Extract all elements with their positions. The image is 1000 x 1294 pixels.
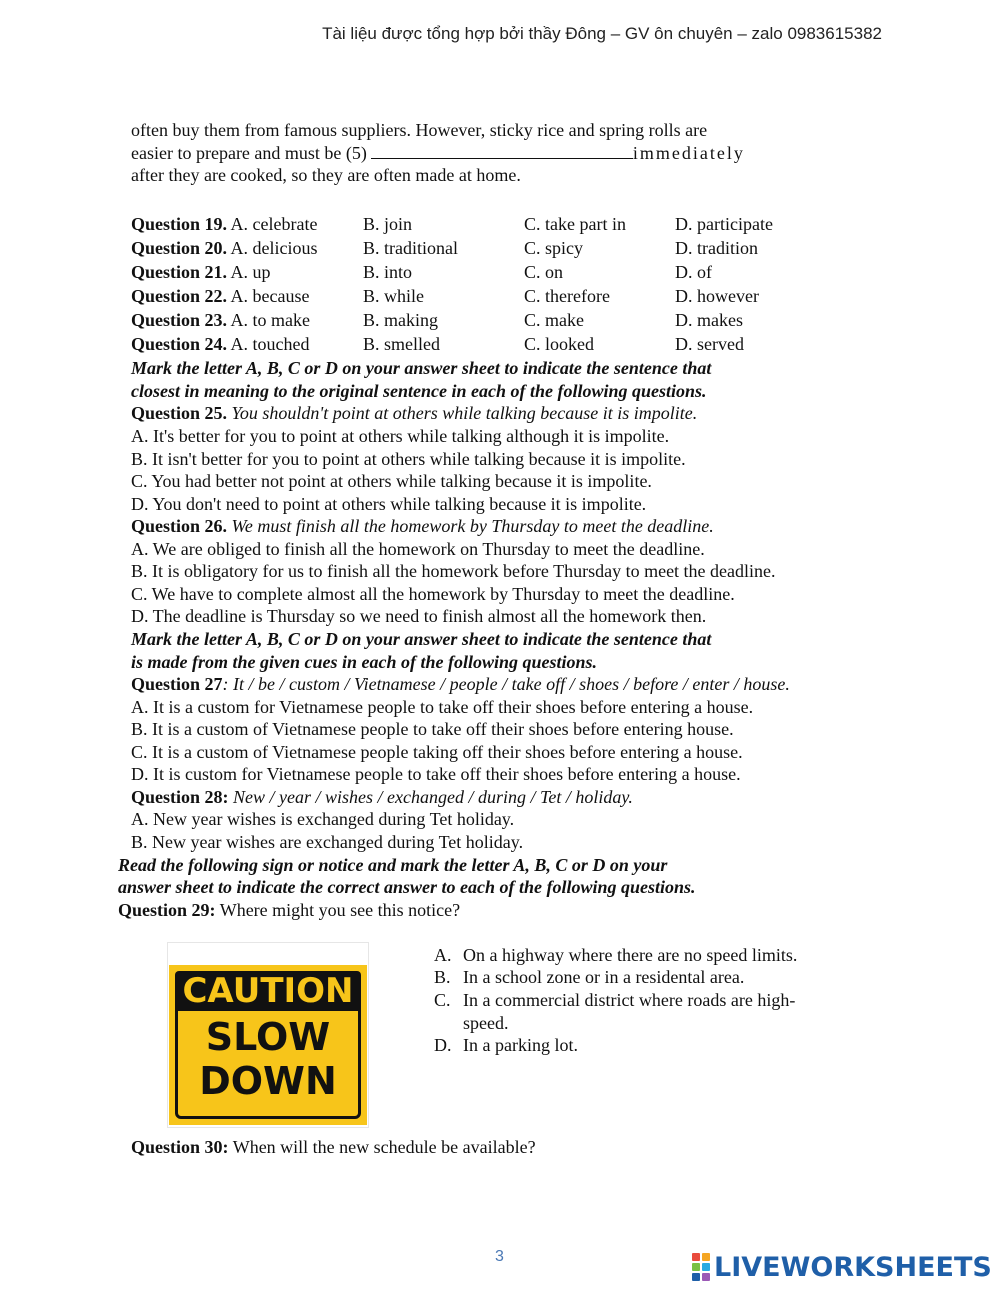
option-d[interactable]: D. however <box>675 286 759 306</box>
option-letter: C. <box>434 990 451 1010</box>
question-label: Question 28: <box>131 787 229 807</box>
option-c[interactable]: C. take part in <box>524 214 626 234</box>
question-26 <box>131 515 714 537</box>
question-label: Question 22. <box>131 286 228 306</box>
option-d[interactable]: D. tradition <box>675 238 758 258</box>
question-stem: New / year / wishes / exchanged / during / Tet / holiday. <box>233 787 633 807</box>
answer-option[interactable] <box>434 944 797 966</box>
question-label: Question 23. <box>131 310 228 330</box>
answer-option[interactable] <box>434 989 795 1011</box>
sign-caution-text: CAUTION <box>175 971 361 1011</box>
page-header: Tài liệu được tổng hợp bởi thầy Đông – GV ôn chuyên – zalo 0983615382 <box>322 24 882 43</box>
answer-option[interactable]: C. We have to complete almost all the homework by Thursday to meet the deadline. <box>131 584 735 604</box>
answer-option[interactable]: B. It isn't better for you to point at others while talking because it is impolite. <box>131 449 686 469</box>
passage-text: easier to prepare and must be (5) <box>131 143 367 163</box>
option-c[interactable]: C. looked <box>524 334 594 354</box>
question-label: Question 19. <box>131 214 228 234</box>
mc-question-label-and-a <box>131 285 310 307</box>
option-text: In a school zone or in a residental area. <box>463 967 745 987</box>
option-b[interactable]: B. making <box>363 310 438 330</box>
question-stem: When will the new schedule be available? <box>232 1137 536 1157</box>
question-label: Question 24. <box>131 334 228 354</box>
instruction-text: closest in meaning to the original sentence in each of the following questions. <box>131 381 707 401</box>
question-label: Question 25. <box>131 403 228 423</box>
answer-option[interactable]: B. New year wishes are exchanged during Tet holiday. <box>131 832 524 852</box>
option-b[interactable]: B. smelled <box>363 334 440 354</box>
question-label: Question 30: <box>131 1137 229 1157</box>
answer-option[interactable]: C. It is a custom of Vietnamese people taking off their shoes before entering a house. <box>131 742 743 762</box>
passage-text: immediately <box>632 143 745 163</box>
passage-line: after they are cooked, so they are often made at home. <box>131 165 521 185</box>
instruction-text: Read the following sign or notice and mark the letter A, B, C or D on your <box>118 855 668 875</box>
caution-sign-image <box>167 942 369 1128</box>
answer-option[interactable]: B. It is a custom of Vietnamese people to take off their shoes before entering house. <box>131 719 734 739</box>
liveworksheets-logo[interactable] <box>692 1251 992 1283</box>
instruction-text: Mark the letter A, B, C or D on your answer sheet to indicate the sentence that <box>131 358 712 378</box>
question-25 <box>131 402 697 424</box>
question-29 <box>118 899 460 921</box>
answer-option[interactable]: D. The deadline is Thursday so we need to finish almost all the homework then. <box>131 606 707 626</box>
question-label: Question 29: <box>118 900 216 920</box>
option-d[interactable]: D. makes <box>675 310 743 330</box>
mc-question-label-and-a <box>131 213 317 235</box>
option-a[interactable]: A. touched <box>230 334 310 354</box>
option-text: On a highway where there are no speed limits. <box>463 945 798 965</box>
answer-option[interactable]: A. It is a custom for Vietnamese people to take off their shoes before entering a house. <box>131 697 754 717</box>
mc-question-label-and-a <box>131 309 310 331</box>
answer-option[interactable]: A. We are obliged to finish all the homework on Thursday to meet the deadline. <box>131 539 705 559</box>
sign-down-text: DOWN <box>199 1059 337 1103</box>
option-a[interactable]: A. delicious <box>230 238 318 258</box>
answer-option[interactable]: D. It is custom for Vietnamese people to take off their shoes before entering a house. <box>131 764 741 784</box>
option-b[interactable]: B. into <box>363 262 413 282</box>
instruction-text: answer sheet to indicate the correct answer to each of the following questions. <box>118 877 696 897</box>
question-stem: You shouldn't point at others while talking because it is impolite. <box>231 403 698 423</box>
question-27 <box>131 673 790 695</box>
option-text: In a commercial district where roads are high- <box>463 990 796 1010</box>
answer-option[interactable]: B. It is obligatory for us to finish all the homework before Thursday to meet the deadline. <box>131 561 776 581</box>
instruction-text: is made from the given cues in each of the following questions. <box>131 652 598 672</box>
option-a[interactable]: A. to make <box>230 310 311 330</box>
instruction-text: Mark the letter A, B, C or D on your answer sheet to indicate the sentence that <box>131 629 712 649</box>
option-text-continued: speed. <box>463 1013 509 1033</box>
question-label: Question 26. <box>131 516 228 536</box>
option-d[interactable]: D. of <box>675 262 712 282</box>
option-d[interactable]: D. participate <box>675 214 773 234</box>
option-c[interactable]: C. on <box>524 262 564 282</box>
option-letter: D. <box>434 1035 452 1055</box>
answer-option[interactable] <box>434 966 744 988</box>
answer-option[interactable]: C. You had better not point at others while talking because it is impolite. <box>131 471 652 491</box>
answer-option[interactable]: D. You don't need to point at others while talking because it is impolite. <box>131 494 647 514</box>
question-label: Question 27 <box>131 674 223 694</box>
option-a[interactable]: A. celebrate <box>230 214 318 234</box>
answer-option[interactable] <box>434 1034 578 1056</box>
option-c[interactable]: C. make <box>524 310 584 330</box>
answer-option[interactable]: A. New year wishes is exchanged during Tet holiday. <box>131 809 515 829</box>
mc-question-label-and-a <box>131 237 318 259</box>
passage-line <box>131 142 745 164</box>
question-stem: We must finish all the homework by Thursday to meet the deadline. <box>231 516 714 536</box>
logo-text: LIVEWORKSHEETS <box>714 1251 992 1283</box>
option-text: In a parking lot. <box>463 1035 578 1055</box>
question-stem: : It / be / custom / Vietnamese / people / take off / shoes / before / enter / house. <box>222 674 790 694</box>
option-letter: B. <box>434 967 451 987</box>
sign-background <box>169 965 367 1125</box>
option-a[interactable]: A. up <box>230 262 271 282</box>
option-d[interactable]: D. served <box>675 334 744 354</box>
question-label: Question 21. <box>131 262 228 282</box>
option-b[interactable]: B. traditional <box>363 238 458 258</box>
question-label: Question 20. <box>131 238 228 258</box>
option-letter: A. <box>434 945 452 965</box>
liveworksheets-logo-icon <box>692 1253 710 1281</box>
passage-line: often buy them from famous suppliers. However, sticky rice and spring rolls are <box>131 120 708 140</box>
option-c[interactable]: C. spicy <box>524 238 584 258</box>
option-b[interactable]: B. join <box>363 214 413 234</box>
answer-blank[interactable] <box>371 144 633 159</box>
sign-slow-text: SLOW <box>205 1015 331 1059</box>
answer-option[interactable]: A. It's better for you to point at others while talking although it is impolite. <box>131 426 670 446</box>
option-b[interactable]: B. while <box>363 286 424 306</box>
mc-question-label-and-a <box>131 261 271 283</box>
question-28 <box>131 786 633 808</box>
question-30 <box>131 1136 536 1158</box>
page-number: 3 <box>495 1248 504 1265</box>
question-stem: Where might you see this notice? <box>219 900 461 920</box>
option-c[interactable]: C. therefore <box>524 286 610 306</box>
option-a[interactable]: A. because <box>230 286 310 306</box>
mc-question-label-and-a <box>131 333 310 355</box>
